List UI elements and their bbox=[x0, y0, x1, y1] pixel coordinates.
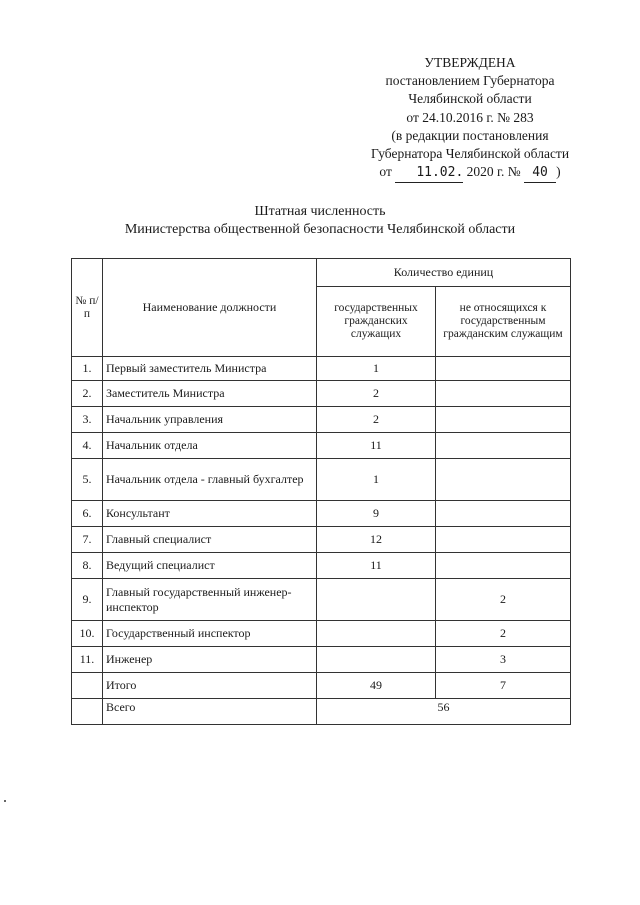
document-subtitle: Министерства общественной безопасности Челябинской области bbox=[124, 222, 516, 237]
row-civil bbox=[317, 621, 436, 647]
grand-total-label: Всего bbox=[103, 699, 317, 725]
row-number: 8. bbox=[72, 553, 103, 579]
scan-speck bbox=[4, 800, 6, 802]
row-civil: 11 bbox=[317, 553, 436, 579]
table-row bbox=[72, 579, 571, 621]
table-row bbox=[72, 357, 571, 381]
table-row bbox=[72, 553, 571, 579]
total-number bbox=[72, 673, 103, 699]
row-position: Заместитель Министра bbox=[103, 381, 317, 407]
row-civil bbox=[317, 579, 436, 621]
row-civil: 1 bbox=[317, 357, 436, 381]
table-row bbox=[72, 621, 571, 647]
row-position: Главный специалист bbox=[103, 527, 317, 553]
row-civil: 2 bbox=[317, 407, 436, 433]
row-position: Начальник отдела bbox=[103, 433, 317, 459]
table-row bbox=[72, 459, 571, 501]
approval-line-1: постановлением Губернатора bbox=[385, 73, 555, 89]
table-row bbox=[72, 527, 571, 553]
row-number: 6. bbox=[72, 501, 103, 527]
header-qty: Количество единиц bbox=[317, 259, 571, 287]
approval-number-handwritten: 40 bbox=[524, 164, 556, 183]
approval-from: от bbox=[379, 164, 392, 180]
row-position: Начальник управления bbox=[103, 407, 317, 433]
staff-table bbox=[71, 258, 571, 725]
row-position: Главный государственный инженер-инспектор bbox=[103, 579, 317, 621]
row-number: 2. bbox=[72, 381, 103, 407]
row-position: Начальник отдела - главный бухгалтер bbox=[103, 459, 317, 501]
row-number: 5. bbox=[72, 459, 103, 501]
table-header-row-1 bbox=[72, 259, 571, 287]
row-noncivil bbox=[436, 459, 571, 501]
row-civil bbox=[317, 647, 436, 673]
row-position: Консультант bbox=[103, 501, 317, 527]
total-civil: 49 bbox=[317, 673, 436, 699]
approval-year: 2020 г. № bbox=[466, 164, 521, 180]
table-row bbox=[72, 433, 571, 459]
header-name: Наименование должности bbox=[103, 259, 317, 357]
row-civil: 9 bbox=[317, 501, 436, 527]
grand-total-row bbox=[72, 699, 571, 725]
row-noncivil bbox=[436, 553, 571, 579]
row-noncivil bbox=[436, 527, 571, 553]
row-civil: 12 bbox=[317, 527, 436, 553]
header-col-noncivil: не относящихся к государственным гражданским служащим bbox=[436, 287, 571, 357]
row-noncivil bbox=[436, 357, 571, 381]
table-row bbox=[72, 407, 571, 433]
total-noncivil: 7 bbox=[436, 673, 571, 699]
approval-line-4: (в редакции постановления bbox=[391, 127, 549, 143]
approval-close: ) bbox=[556, 164, 561, 180]
row-number: 1. bbox=[72, 357, 103, 381]
row-civil: 11 bbox=[317, 433, 436, 459]
row-number: 7. bbox=[72, 527, 103, 553]
row-number: 4. bbox=[72, 433, 103, 459]
row-position: Первый заместитель Министра bbox=[103, 357, 317, 381]
row-noncivil: 2 bbox=[436, 579, 571, 621]
row-number: 10. bbox=[72, 621, 103, 647]
approval-line-5: Губернатора Челябинской области bbox=[370, 146, 570, 162]
row-noncivil: 3 bbox=[436, 647, 571, 673]
row-civil: 2 bbox=[317, 381, 436, 407]
row-noncivil bbox=[436, 381, 571, 407]
header-col-civil: государственных гражданских служащих bbox=[317, 287, 436, 357]
row-position: Государственный инспектор bbox=[103, 621, 317, 647]
grand-total-number bbox=[72, 699, 103, 725]
approval-line-6 bbox=[330, 163, 610, 183]
row-number: 11. bbox=[72, 647, 103, 673]
grand-total-value: 56 bbox=[317, 699, 571, 725]
row-number: 3. bbox=[72, 407, 103, 433]
total-label: Итого bbox=[103, 673, 317, 699]
row-civil: 1 bbox=[317, 459, 436, 501]
table-row bbox=[72, 381, 571, 407]
table-row bbox=[72, 647, 571, 673]
row-noncivil: 2 bbox=[436, 621, 571, 647]
approval-line-3: от 24.10.2016 г. № 283 bbox=[406, 109, 534, 125]
document-title: Штатная численность bbox=[254, 204, 386, 219]
row-noncivil bbox=[436, 433, 571, 459]
row-noncivil bbox=[436, 407, 571, 433]
approval-date-handwritten: 11.02. bbox=[395, 164, 463, 183]
header-num: № п/п bbox=[72, 259, 103, 357]
approval-line-2: Челябинской области bbox=[408, 91, 532, 107]
row-noncivil bbox=[436, 501, 571, 527]
total-row bbox=[72, 673, 571, 699]
row-position: Инженер bbox=[103, 647, 317, 673]
row-position: Ведущий специалист bbox=[103, 553, 317, 579]
approval-heading: УТВЕРЖДЕНА bbox=[424, 55, 516, 70]
table-row bbox=[72, 501, 571, 527]
row-number: 9. bbox=[72, 579, 103, 621]
approval-stamp bbox=[330, 54, 610, 183]
